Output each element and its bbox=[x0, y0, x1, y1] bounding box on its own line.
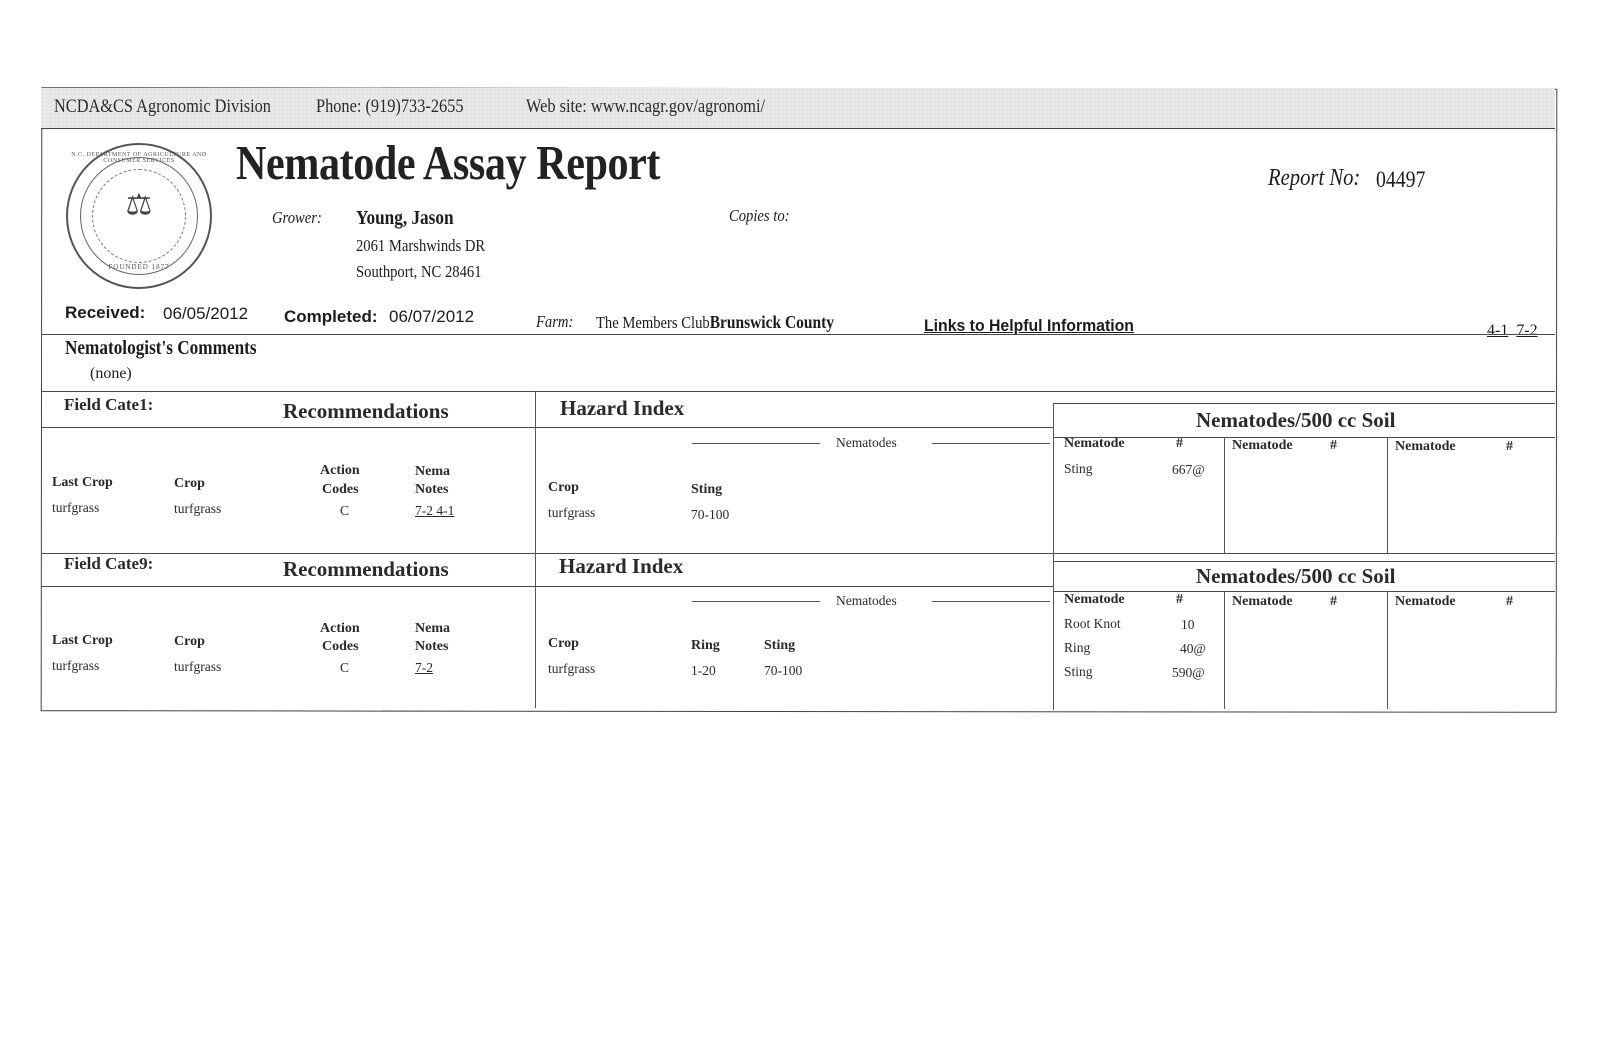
farm-label: Farm: bbox=[536, 312, 574, 331]
field2-header-divider bbox=[41, 586, 1053, 587]
field1-soil-col-count-2: # bbox=[1330, 438, 1337, 453]
farm-name: The Members Club bbox=[596, 313, 710, 332]
field1-col-nema-1: Nema bbox=[415, 464, 450, 479]
field2-col-crop: Crop bbox=[174, 634, 205, 649]
field1-soil-heading: Nematodes/500 cc Soil bbox=[1196, 408, 1396, 432]
completed-date: 06/07/2012 bbox=[389, 307, 475, 326]
field2-col-nema-2: Notes bbox=[415, 639, 449, 654]
field2-vdiv-3 bbox=[1224, 591, 1225, 709]
seal-arc-text: N.C. DEPARTMENT OF AGRICULTURE AND CONSUMER SERVICES bbox=[71, 152, 207, 164]
nematodes-rule-right bbox=[932, 601, 1050, 602]
field1-crop: turfgrass bbox=[174, 501, 222, 516]
note-links bbox=[1487, 322, 1538, 340]
field2-hazard-col-sting: Sting bbox=[764, 638, 796, 653]
report-no-label: Report No: bbox=[1268, 165, 1361, 191]
field1-action-code: C bbox=[340, 503, 350, 518]
field1-col-crop: Crop bbox=[174, 476, 205, 491]
field2-vdiv-1 bbox=[535, 553, 536, 708]
field2-hazard-col-crop: Crop bbox=[548, 636, 579, 651]
grower-name: Young, Jason bbox=[356, 207, 454, 229]
page-title: Nematode Assay Report bbox=[236, 135, 661, 190]
field2-recommendations-heading: Recommendations bbox=[283, 557, 449, 581]
field2-hazard-group-label: Nematodes bbox=[836, 593, 897, 608]
field2-soil-col-count-1: # bbox=[1176, 592, 1183, 607]
field1-soil-col-nematode-1: Nematode bbox=[1064, 436, 1125, 451]
field1-col-action-2: Codes bbox=[322, 482, 359, 497]
nematodes-rule-left bbox=[692, 443, 820, 444]
field1-vdiv-2 bbox=[1053, 403, 1054, 553]
field2-soil-header-divider bbox=[1053, 591, 1555, 592]
farm-county: Brunswick County bbox=[709, 312, 835, 332]
field2-hazard-col-ring: Ring bbox=[691, 638, 720, 653]
field2-soil-col-count-2: # bbox=[1330, 594, 1337, 609]
field2-soil-count-0: 10 bbox=[1181, 617, 1195, 632]
field1-header-divider bbox=[41, 427, 1053, 428]
field2-nema-notes-link[interactable]: 7-2 bbox=[415, 660, 433, 675]
field1-soil-header-divider bbox=[1053, 437, 1555, 438]
report-no-value: 04497 bbox=[1376, 167, 1426, 192]
nematodes-rule-left bbox=[692, 601, 820, 602]
field1-label: Field Cate1: bbox=[64, 395, 154, 414]
field1-col-action-1: Action bbox=[320, 463, 360, 478]
farm-name-line bbox=[596, 312, 834, 333]
field2-soil-heading: Nematodes/500 cc Soil bbox=[1196, 564, 1396, 588]
field1-hazard-col-sting: Sting bbox=[691, 482, 723, 497]
field2-soil-nematode-2: Sting bbox=[1064, 664, 1093, 679]
note-link-4-1[interactable]: 4-1 bbox=[1487, 322, 1509, 339]
field1-soil-top bbox=[1053, 403, 1555, 404]
field1-vdiv-4 bbox=[1387, 437, 1388, 553]
field1-soil-nematode: Sting bbox=[1064, 461, 1093, 476]
field1-soil-col-count-3: # bbox=[1506, 439, 1513, 454]
field2-soil-count-1: 40@ bbox=[1180, 641, 1206, 656]
divider bbox=[41, 334, 1555, 335]
field2-hazard-ring: 1-20 bbox=[691, 663, 716, 678]
field2-hazard-heading: Hazard Index bbox=[559, 554, 684, 578]
grower-address-line2: Southport, NC 28461 bbox=[356, 262, 482, 281]
field2-col-last-crop: Last Crop bbox=[52, 633, 113, 648]
field2-vdiv-4 bbox=[1387, 591, 1388, 709]
field1-soil-count: 667@ bbox=[1172, 462, 1205, 477]
phone-number: Phone: (919)733-2655 bbox=[316, 96, 464, 117]
field2-soil-count-2: 590@ bbox=[1172, 665, 1205, 680]
received-date: 06/05/2012 bbox=[163, 304, 249, 323]
comments-text: (none) bbox=[90, 365, 132, 382]
nematodes-rule-right bbox=[932, 443, 1050, 444]
note-link-7-2[interactable]: 7-2 bbox=[1516, 322, 1538, 339]
field1-col-last-crop: Last Crop bbox=[52, 475, 113, 490]
field2-crop: turfgrass bbox=[174, 659, 222, 674]
field2-hazard-crop: turfgrass bbox=[548, 661, 596, 676]
field2-soil-col-nematode-3: Nematode bbox=[1395, 594, 1456, 609]
field2-col-action-2: Codes bbox=[322, 639, 359, 654]
field1-nema-notes-link[interactable]: 7-2 4-1 bbox=[415, 503, 455, 518]
grower-address-line1: 2061 Marshwinds DR bbox=[356, 236, 486, 255]
field2-soil-top bbox=[1053, 561, 1555, 562]
field1-soil-col-nematode-2: Nematode bbox=[1232, 438, 1293, 453]
field2-hazard-sting: 70-100 bbox=[764, 663, 803, 678]
helpful-info-link[interactable]: Links to Helpful Information bbox=[924, 316, 1134, 335]
completed-label: Completed: bbox=[284, 307, 378, 326]
field1-vdiv-3 bbox=[1224, 437, 1225, 553]
field2-label: Field Cate9: bbox=[64, 554, 154, 573]
field1-hazard-col-crop: Crop bbox=[548, 480, 579, 495]
field2-col-action-1: Action bbox=[320, 621, 360, 636]
field1-hazard-heading: Hazard Index bbox=[560, 396, 685, 420]
ncda-seal-logo bbox=[66, 143, 212, 289]
copies-to-label: Copies to: bbox=[729, 206, 790, 225]
field2-last-crop: turfgrass bbox=[52, 658, 100, 673]
comments-heading: Nematologist's Comments bbox=[65, 337, 257, 359]
field2-action-code: C bbox=[340, 660, 350, 675]
field1-recommendations-heading: Recommendations bbox=[283, 399, 449, 423]
field2-soil-col-nematode-1: Nematode bbox=[1064, 592, 1125, 607]
field1-col-nema-2: Notes bbox=[415, 482, 449, 497]
field1-hazard-sting: 70-100 bbox=[691, 507, 730, 522]
division-name: NCDA&CS Agronomic Division bbox=[54, 96, 271, 117]
field2-soil-nematode-0: Root Knot bbox=[1064, 616, 1121, 631]
field1-soil-col-nematode-3: Nematode bbox=[1395, 439, 1456, 454]
field1-last-crop: turfgrass bbox=[52, 500, 100, 515]
field1-hazard-crop: turfgrass bbox=[548, 505, 596, 520]
field2-top-divider bbox=[41, 553, 1555, 554]
scales-of-justice-icon: ⚖ bbox=[125, 188, 153, 222]
field2-col-nema-1: Nema bbox=[415, 621, 450, 636]
seal-founded-text: FOUNDED 1877 bbox=[108, 263, 170, 271]
field1-top-divider bbox=[41, 391, 1555, 392]
field2-vdiv-2 bbox=[1053, 553, 1054, 710]
field1-hazard-group-label: Nematodes bbox=[836, 435, 897, 450]
field2-soil-nematode-1: Ring bbox=[1064, 640, 1091, 655]
received-label: Received: bbox=[65, 303, 146, 322]
grower-label: Grower: bbox=[272, 208, 322, 227]
website-link[interactable]: Web site: www.ncagr.gov/agronomi/ bbox=[526, 96, 766, 117]
field1-soil-col-count-1: # bbox=[1176, 436, 1183, 451]
field2-soil-col-nematode-2: Nematode bbox=[1232, 594, 1293, 609]
field1-vdiv-1 bbox=[535, 391, 536, 553]
header-bar bbox=[41, 88, 1555, 129]
field2-soil-col-count-3: # bbox=[1506, 594, 1513, 609]
